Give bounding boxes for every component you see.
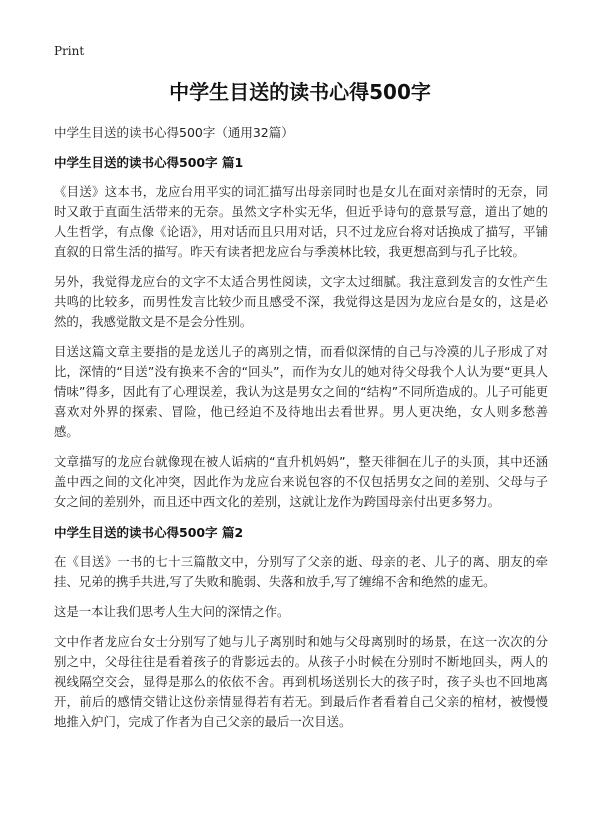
section-1-paragraph-2: 另外，我觉得龙应台的文字不太适合男性阅读，文字太过细腻。我注意到发言的女性产生共鸣的比较多，而男性发言比较少而且感受不深，我觉得这是因为龙应台是女的，这是必然的，我感觉散文是不是会分性别。 (54, 274, 548, 329)
section-2-paragraph-1: 在《目送》一书的七十三篇散文中，分别写了父亲的逝、母亲的老、儿子的离、朋友的牵挂、兄弟的携手共进,写了失败和脆弱、失落和放手,写了缠绵不舍和绝然的虚无。 (54, 554, 548, 589)
section-heading-1: 中学生目送的读书心得500字 篇1 (54, 155, 244, 170)
print-link[interactable]: Print (54, 44, 85, 58)
section-1-paragraph-1: 《目送》这本书，龙应台用平实的词汇描写出母亲同时也是女儿在面对亲情时的无奈，同时又敢于直面生活带来的无奈。虽然文字朴实无华，但近乎诗句的意景写意，道出了她的人生哲学，有点像《论语》，用对话而且只用对话，只不过龙应台将对话换成了描写，平铺直叙的日常生活的描写。昨天有读者把龙应台与季羡林比较，我更想高到与孔子比较。 (54, 184, 548, 259)
section-heading-2: 中学生目送的读书心得500字 篇2 (54, 525, 244, 540)
section-2-paragraph-2: 这是一本让我们思考人生大问的深情之作。 (54, 604, 290, 619)
page-subtitle: 中学生目送的读书心得500字（通用32篇） (54, 125, 294, 140)
section-1-paragraph-3: 目送这篇文章主要指的是龙送儿子的离别之情，而看似深情的自己与冷漠的儿子形成了对比，深情的“目送”没有换来不舍的“回头”，而作为女儿的她对待父母我个人认为要“更具人情味”得多，因此有了心理误差，我认为这是男女之间的“结构”不同所造成的。儿子可能更喜欢对外界的探索、冒险，他已经迫不及待地出去看世界。男人更决绝，女人则多愁善感。 (54, 344, 548, 439)
section-2-paragraph-3: 文中作者龙应台女士分别写了她与儿子离别时和她与父母离别时的场景，在这一次次的分别之中，父母往往是看着孩子的背影远去的。从孩子小时候在分别时不断地回头，两人的视线隔空交会，显得是那么的依依不舍。再到机场送别长大的孩子时，孩子头也不回地离开，前后的感情交错让这份亲情显得若有若无。到最后作者看着自己父亲的棺材，被慢慢地推入炉门，完成了作者为自己父亲的最后一次目送。 (54, 634, 548, 729)
article-body (54, 150, 548, 732)
section-1-paragraph-4: 文章描写的龙应台就像现在被人诟病的“直升机妈妈”，整天徘徊在儿子的头顶，其中还涵盖中西之间的文化冲突，因此作为龙应台来说包容的不仅包括男女之间的差别、父母与子女之间的差别外，而且还中西文化的差别，这就让龙作为跨国母亲付出更多努力。 (54, 454, 548, 509)
page-title: 中学生目送的读书心得500字 (169, 80, 431, 104)
